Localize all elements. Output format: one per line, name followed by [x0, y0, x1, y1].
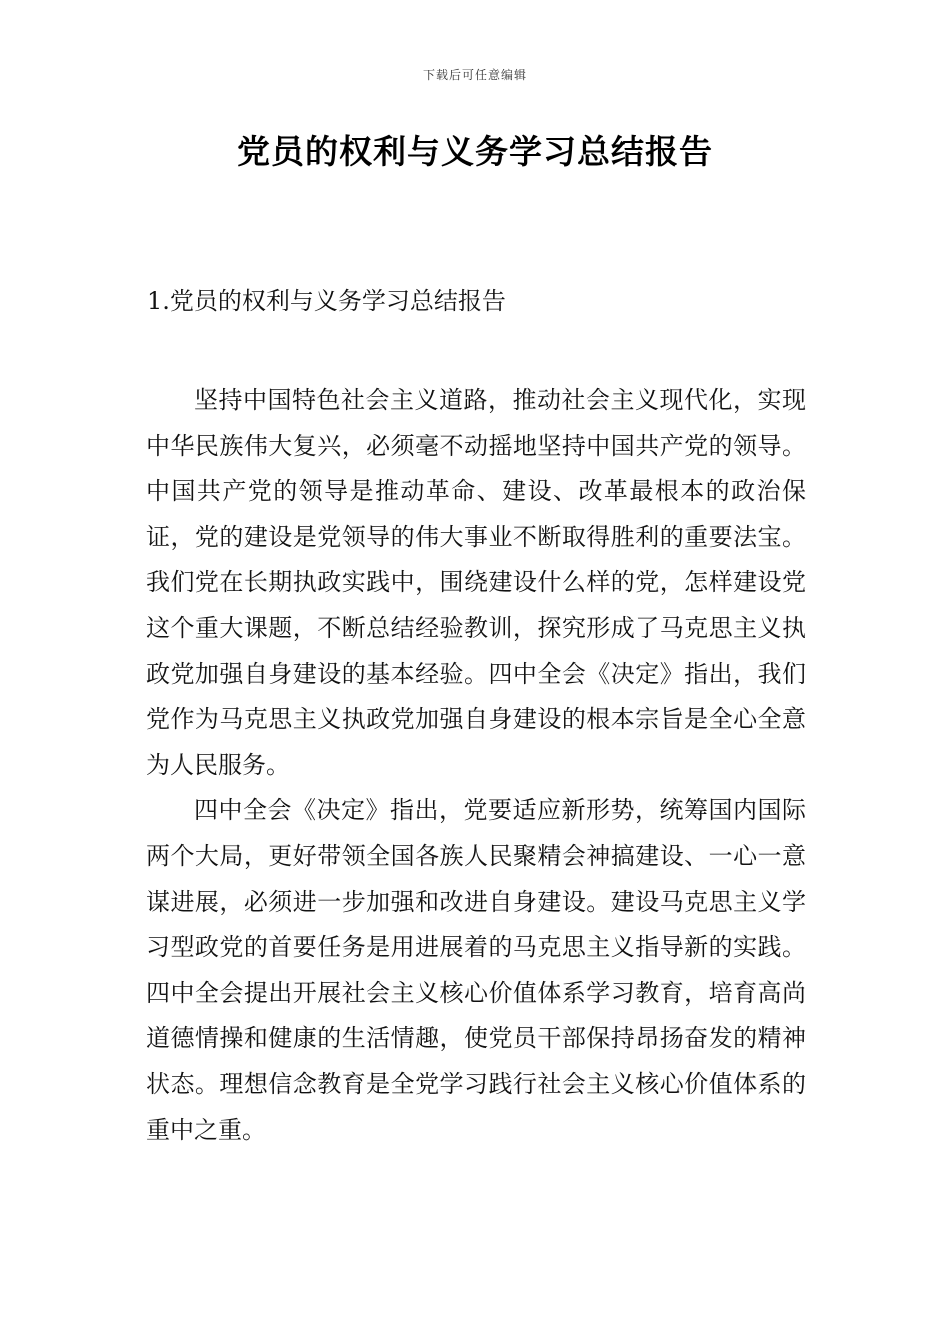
- paragraph-2: 四中全会《决定》指出，党要适应新形势，统筹国内国际两个大局，更好带领全国各族人民聚精会神搞建设、一心一意谋进展，必须进一步加强和改进自身建设。建设马克思主义学习型政党的首要任务是用进展着的马克思主义指导新的实践。四中全会提出开展社会主义核心价值体系学习教育，培育高尚道德情操和健康的生活情趣，使党员干部保持昂扬奋发的精神状态。理想信念教育是全党学习践行社会主义核心价值体系的重中之重。: [146, 796, 806, 1144]
- section-heading: 1.党员的权利与义务学习总结报告: [147, 287, 506, 315]
- header-note: 下载后可任意编辑: [422, 68, 527, 82]
- body-text: [146, 378, 806, 1153]
- document-title: 党员的权利与义务学习总结报告: [237, 132, 713, 171]
- paragraph-1: 坚持中国特色社会主义道路，推动社会主义现代化，实现中华民族伟大复兴，必须毫不动摇地坚持中国共产党的领导。中国共产党的领导是推动革命、建设、改革最根本的政治保证，党的建设是党领导的伟大事业不断取得胜利的重要法宝。我们党在长期执政实践中，围绕建设什么样的党，怎样建设党这个重大课题，不断总结经验教训，探究形成了马克思主义执政党加强自身建设的基本经验。四中全会《决定》指出，我们党作为马克思主义执政党加强自身建设的根本宗旨是全心全意为人民服务。: [146, 386, 806, 779]
